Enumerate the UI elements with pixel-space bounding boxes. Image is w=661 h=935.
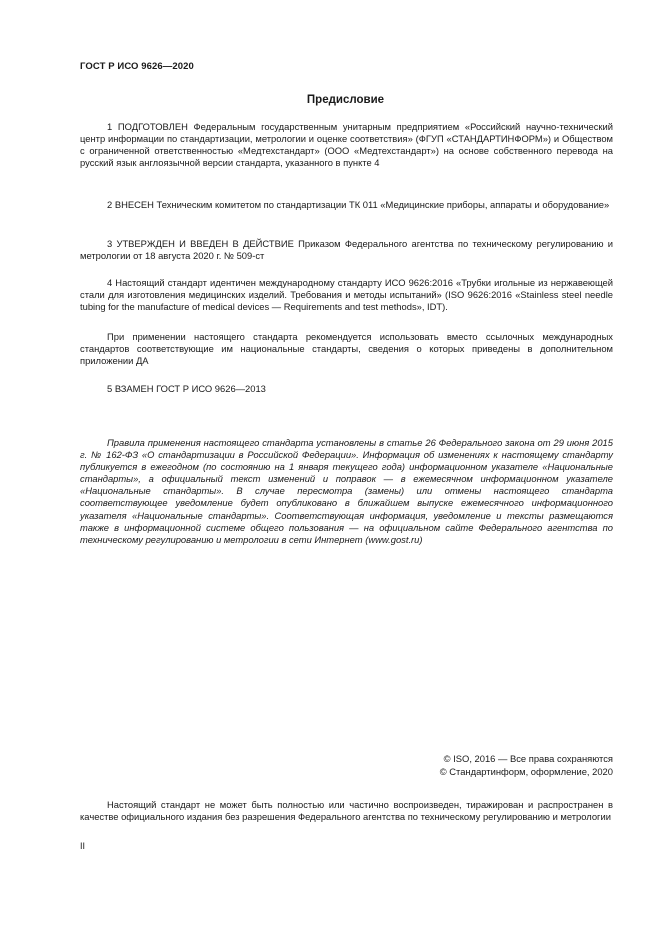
reproduction-notice: Настоящий стандарт не может быть полностью или частично воспроизведен, тиражирован и распространен в качестве официального издания без разрешения Федерального агентства по техническому регулированию и метрологии	[80, 799, 613, 823]
item-2: 2 ВНЕСЕН Техническим комитетом по стандартизации ТК 011 «Медицинские приборы, аппараты и оборудование»	[107, 199, 610, 210]
item-1: 1 ПОДГОТОВЛЕН Федеральным государственным унитарным предприятием «Российский научно-технический центр информации по стандартизации, метрологии и оценке соответствия» (ФГУП «СТАНДАРТИНФОРМ») и Обществом с ограниченной ответственностью «Медтехстандарт» (ООО «Медтехстандарт») на основе собственного перевода на русский язык англоязычной версии стандарта, указанного в пункте 4	[80, 121, 613, 169]
page-number: II	[80, 841, 86, 851]
section-title: Предисловие	[306, 94, 385, 106]
item-3: 3 УТВЕРЖДЕН И ВВЕДЕН В ДЕЙСТВИЕ Приказом Федерального агентства по техническому регулированию и метрологии от 18 августа 2020 г. № 509-ст	[80, 238, 613, 262]
application-notice: Правила применения настоящего стандарта установлены в статье 26 Федерального закона от 29 июня 2015 г. № 162-ФЗ «О стандартизации в Российской Федерации». Информация об изменениях к настоящему стандарту публикуется в ежегодном (по состоянию на 1 января текущего года) информационном указателе «Национальные стандарты», а официальный текст изменений и поправок — в ежемесячном информационном указателе «Национальные стандарты». В случае пересмотра (замены) или отмены настоящего стандарта соответствующее уведомление будет опубликовано в ближайшем выпуске ежемесячного информационного указателя «Национальные стандарты». Соответствующая информация, уведомление и тексты размещаются также в информационной системе общего пользования — на официальном сайте Федерального агентства по техническому регулированию и метрологии в сети Интернет (www.gost.ru)	[80, 437, 613, 545]
copyright-iso: © ISO, 2016 — Все права сохраняются	[443, 753, 613, 764]
item-4-note: При применении настоящего стандарта рекомендуется использовать вместо ссылочных международных стандартов соответствующие им национальные стандарты, сведения о которых приведены в дополнительном приложении ДА	[80, 331, 613, 367]
copyright-standartinform: © Стандартинформ, оформление, 2020	[439, 766, 613, 777]
item-4: 4 Настоящий стандарт идентичен международному стандарту ИСО 9626:2016 «Трубки игольные из нержавеющей стали для изготовления медицинских изделий. Требования и методы испытаний» (ISO 9626:2016 «Stainless steel needle tubing for the manufacture of medical devices — Requirements and test methods», IDT).	[80, 277, 613, 313]
item-5: 5 ВЗАМЕН ГОСТ Р ИСО 9626—2013	[107, 383, 266, 394]
document-header: ГОСТ Р ИСО 9626—2020	[80, 61, 194, 72]
